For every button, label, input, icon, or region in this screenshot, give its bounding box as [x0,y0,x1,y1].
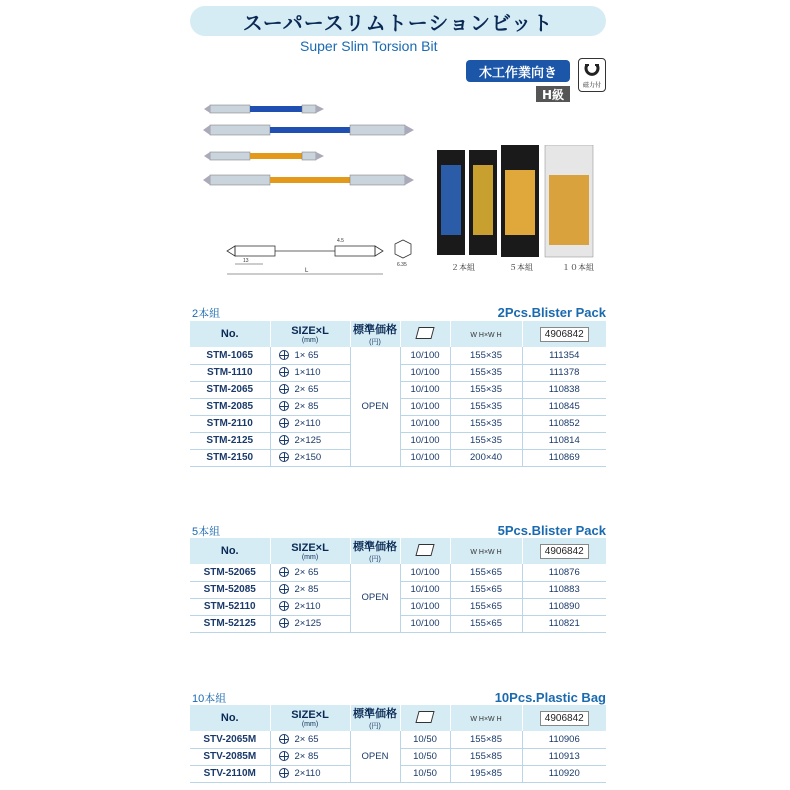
section-label-10pcs: 10本組 [192,693,227,705]
table-row: STV-2110M 2×110 10/50 195×85 110920 [190,765,606,782]
pack-5pcs [501,145,539,257]
table-row: STV-2085M 2× 85 10/50 155×85 110913 [190,748,606,765]
dim-45: 4.5 [337,238,344,244]
magnet-icon [583,62,601,80]
dim-635: 6.35 [397,262,407,268]
table-5pcs [190,538,606,633]
table-header [190,321,606,347]
table-row: STM-52125 2×125 10/100 155×65 110821 [190,615,606,632]
table-header: No. SIZE×L (mm) 標準価格 (円) W H×W H 4906842 [190,538,606,564]
pack-caption-5: ５本組 [509,263,533,272]
table-row: STM-2110 2×110 10/100 155×35 110852 [190,415,606,432]
table-header: No. SIZE×L (mm) 標準価格 (円) W H×W H 4906842 [190,705,606,731]
section-label-2pcs: 2本組 [192,308,221,320]
phillips-icon [279,768,289,778]
pack-10pcs [545,145,593,257]
bit-short-blue [204,105,324,113]
col-whw: W H×W H [450,321,522,347]
phillips-icon [279,350,289,360]
pack-2pcs [437,150,497,255]
table-row: STM-52085 2× 85 10/100 155×65 110883 [190,581,606,598]
phillips-icon [279,584,289,594]
grade-badge: H級 [536,86,570,102]
page-subtitle: Super Slim Torsion Bit [300,38,438,54]
page-title: スーパースリムトーションビット [242,10,554,35]
pack-caption-10: １０本組 [562,263,594,272]
table-row: STM-2150 2×150 10/100 200×40 110869 [190,449,606,466]
dim-13: 13 [243,258,249,264]
section-label-5pcs: 5本組 [192,526,221,538]
dim-l: L [305,268,309,274]
bit-long-gold [203,175,414,185]
pack-caption-2: ２本組 [451,263,475,272]
title-bar [190,6,606,36]
bit-illustrations [200,95,435,205]
section-title-5pcs: 5Pcs.Blister Pack [497,523,606,538]
magnet-badge [578,58,606,92]
bit-long-blue [203,125,414,135]
woodwork-badge: 木工作業向き [466,60,570,82]
section-title-2pcs: 2Pcs.Blister Pack [497,305,606,320]
col-qty [400,321,450,347]
phillips-icon [279,384,289,394]
col-size: SIZE×L (mm) [270,321,350,347]
table-row: STM-2065 2× 65 10/100 155×35 110838 [190,381,606,398]
col-no: No. [190,321,270,347]
table-row: STM-52110 2×110 10/100 155×65 110890 [190,598,606,615]
phillips-icon [279,435,289,445]
table-row: STM-1065 1× 65 OPEN 10/100 155×35 111354 [190,347,606,364]
carton-icon [415,327,434,339]
bit-short-gold [204,152,324,160]
package-photos [435,145,595,275]
col-price: 標準価格 (円) [350,321,400,347]
dimension-drawing [225,228,425,280]
table-row: STM-52065 2× 65 OPEN 10/100 155×65 110876 [190,564,606,581]
price-cell: OPEN [350,347,400,466]
table-2pcs [190,321,606,467]
price-cell: OPEN [350,731,400,782]
phillips-icon [279,418,289,428]
phillips-icon [279,618,289,628]
phillips-icon [279,567,289,577]
carton-icon [415,544,434,556]
table-row: STM-1110 1×110 10/100 155×35 111378 [190,364,606,381]
phillips-icon [279,751,289,761]
phillips-icon [279,367,289,377]
section-title-10pcs: 10Pcs.Plastic Bag [494,690,606,705]
phillips-icon [279,734,289,744]
phillips-icon [279,452,289,462]
table-row: STM-2085 2× 85 10/100 155×35 110845 [190,398,606,415]
table-row: STM-2125 2×125 10/100 155×35 110814 [190,432,606,449]
col-jan: 4906842 [522,321,606,347]
table-row: STV-2065M 2× 65 OPEN 10/50 155×85 110906 [190,731,606,748]
magnet-label: 磁力付 [582,82,601,89]
carton-icon [415,711,434,723]
table-10pcs [190,705,606,783]
phillips-icon [279,601,289,611]
phillips-icon [279,401,289,411]
price-cell: OPEN [350,564,400,632]
